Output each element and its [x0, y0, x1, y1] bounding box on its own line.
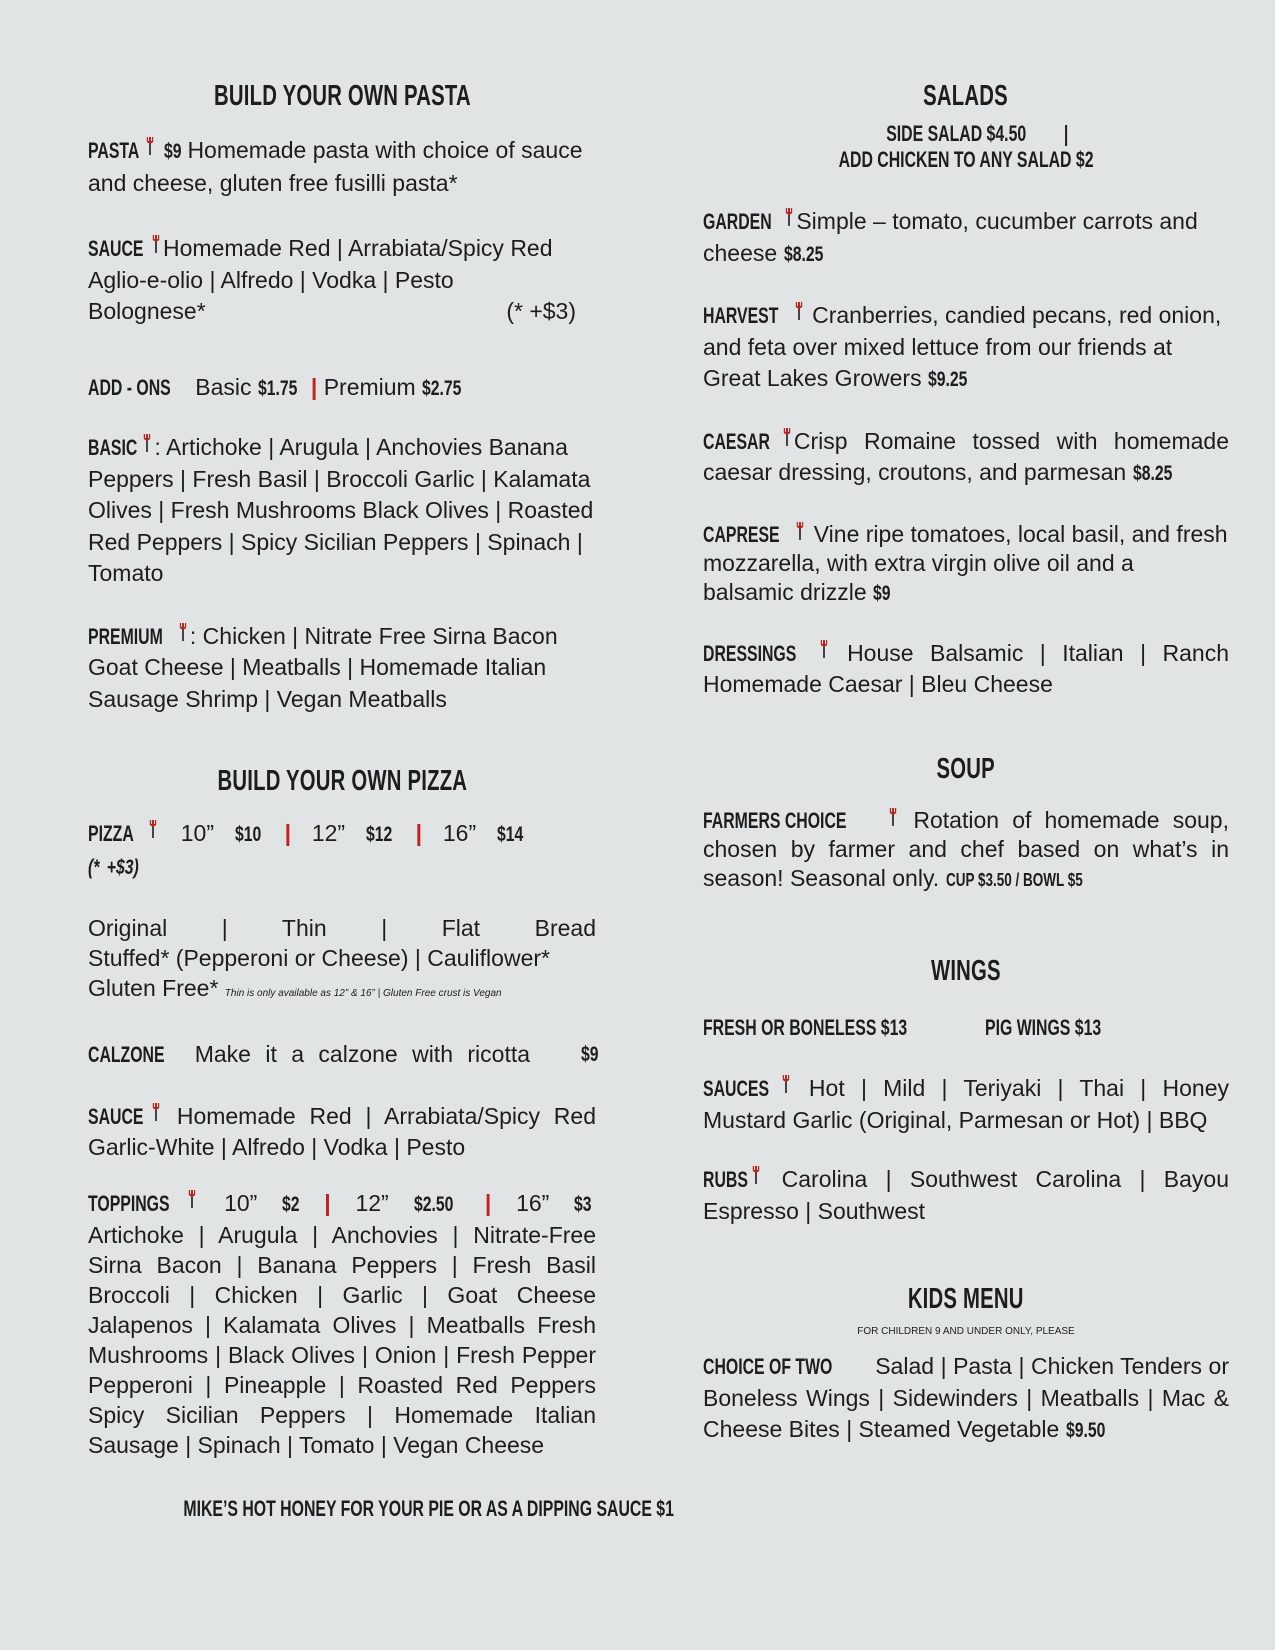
fork-icon [889, 808, 897, 826]
salad-dressings: DRESSINGS House Balsamic | Italian | Ranch Homemade Caesar | Bleu Cheese [703, 639, 1229, 697]
basic-addons: BASIC : Artichoke | Arugula | Anchovies Banana Peppers | Fresh Basil | Broccoli Garlic | Kalamata Olives | Fresh Mushrooms Black Olives | Roasted Red Peppers | Spicy Sicilian Peppers | Spinach | Tomato [88, 434, 594, 586]
salad-caprese: CAPRESE Vine ripe tomatoes, local basil, and fresh mozzarella, with extra virgin olive oil and a balsamic drizzle $9 [703, 520, 1228, 605]
fork-icon [152, 235, 160, 253]
kids-note: FOR CHILDREN 9 AND UNDER ONLY, PLEASE [857, 1326, 1075, 1337]
salad-harvest: HARVEST Cranberries, candied pecans, red onion, and feta over mixed lettuce from our friends at Great Lakes Growers $9.25 [703, 302, 1222, 391]
fork-icon [752, 1166, 760, 1184]
pizza-sizes: PIZZA 10” $10 | 12” $12 | 16” $14 (* +$3) [88, 820, 524, 879]
calzone: CALZONE Make it a calzone with ricotta $9 [88, 1041, 599, 1067]
pasta-sauce: SAUCE Homemade Red | Arrabiata/Spicy Red Aglio-e-olio | Alfredo | Vodka | Pesto Bolognese* (* +$3) [88, 233, 596, 328]
wings-rubs: RUBS Carolina | Southwest Carolina | Bayou Espresso | Southwest [703, 1166, 1229, 1224]
pizza-heading: BUILD YOUR OWN PIZZA [217, 765, 467, 797]
hot-honey: MIKE’S HOT HONEY FOR YOUR PIE OR AS A DIPPING SAUCE $1 [183, 1495, 674, 1521]
wings-heading: WINGS [931, 954, 1001, 987]
salad-sub: SIDE SALAD $4.50 | ADD CHICKEN TO ANY SALAD $2 [838, 121, 1094, 172]
fork-icon [149, 820, 157, 838]
fork-icon [795, 302, 803, 320]
kids-item: CHOICE OF TWO Salad | Pasta | Chicken Tenders or Boneless Wings | Sidewinders | Meatballs | Mac & Cheese Bites | Steamed Vegetable $9.50 [703, 1353, 1229, 1442]
wings-sauces: SAUCES Hot | Mild | Teriyaki | Thai | Honey Mustard Garlic (Original, Parmesan or Hot) | BBQ [703, 1075, 1229, 1133]
pizza-sauce: SAUCE Homemade Red | Arrabiata/Spicy Red Garlic-White | Alfredo | Vodka | Pesto [88, 1102, 596, 1160]
pasta-heading: BUILD YOUR OWN PASTA [213, 80, 471, 112]
soup-heading: SOUP [936, 752, 996, 785]
fork-icon [179, 623, 187, 641]
pasta-item: PASTA $9 Homemade pasta with choice of sauce and cheese, gluten free fusilli pasta* [88, 137, 583, 196]
addons: ADD - ONS Basic $1.75 | Premium $2.75 [88, 373, 462, 400]
crust-options: Original | Thin | Flat Bread Stuffed* (Pepperoni or Cheese) | Cauliflower* Gluten Free* Thin is only available as 12” & 16” | Gluten Free crust is Vegan [88, 915, 596, 1001]
fork-icon [783, 428, 791, 446]
salads-heading: SALADS [923, 80, 1009, 112]
fork-icon [820, 640, 828, 658]
salad-caesar: CAESAR Crisp Romaine tossed with homemade caesar dressing, croutons, and parmesan $8.25 [703, 427, 1229, 485]
fork-icon [152, 1103, 160, 1121]
fork-icon [188, 1190, 196, 1208]
fork-icon [796, 522, 804, 540]
fork-icon [785, 208, 793, 226]
left-column [88, 80, 674, 1522]
right-column [703, 80, 1229, 1447]
wings-options: FRESH OR BONELESS $13 PIG WINGS $13 [703, 1014, 1102, 1040]
salad-garden: GARDEN Simple – tomato, cucumber carrots and cheese $8.25 [703, 208, 1198, 266]
soup-item: FARMERS CHOICE Rotation of homemade soup, chosen by farmer and chef based on what’s in season! Seasonal only. CUP $3.50 / BOWL $5 [703, 806, 1229, 891]
premium-addons: PREMIUM : Chicken | Nitrate Free Sirna Bacon Goat Cheese | Meatballs | Homemade Italian Sausage Shrimp | Vegan Meatballs [88, 622, 558, 712]
kids-heading: KIDS MENU [908, 1283, 1024, 1315]
fork-icon [143, 434, 151, 452]
sauce-note: (* +$3) [506, 298, 576, 324]
toppings: TOPPINGS 10” $2 | 12” $2.50 | 16” $3 Artichoke | Arugula | Anchovies | Nitrate-Free Sirna Bacon | Banana Peppers | Fresh Basil Broccoli | Chicken | Garlic | Goat Cheese Jalapenos | Kalamata Olives | Meatballs Fresh Mushrooms | Black Olives | Onion | Fresh Pepper Pepperoni | Pineapple | Roasted Red Peppers Spicy Sicilian Peppers | Homemade Italian Sausage | Spinach | Tomato | Vegan Cheese [88, 1189, 596, 1458]
fork-icon [146, 137, 154, 155]
fork-icon [782, 1075, 790, 1093]
